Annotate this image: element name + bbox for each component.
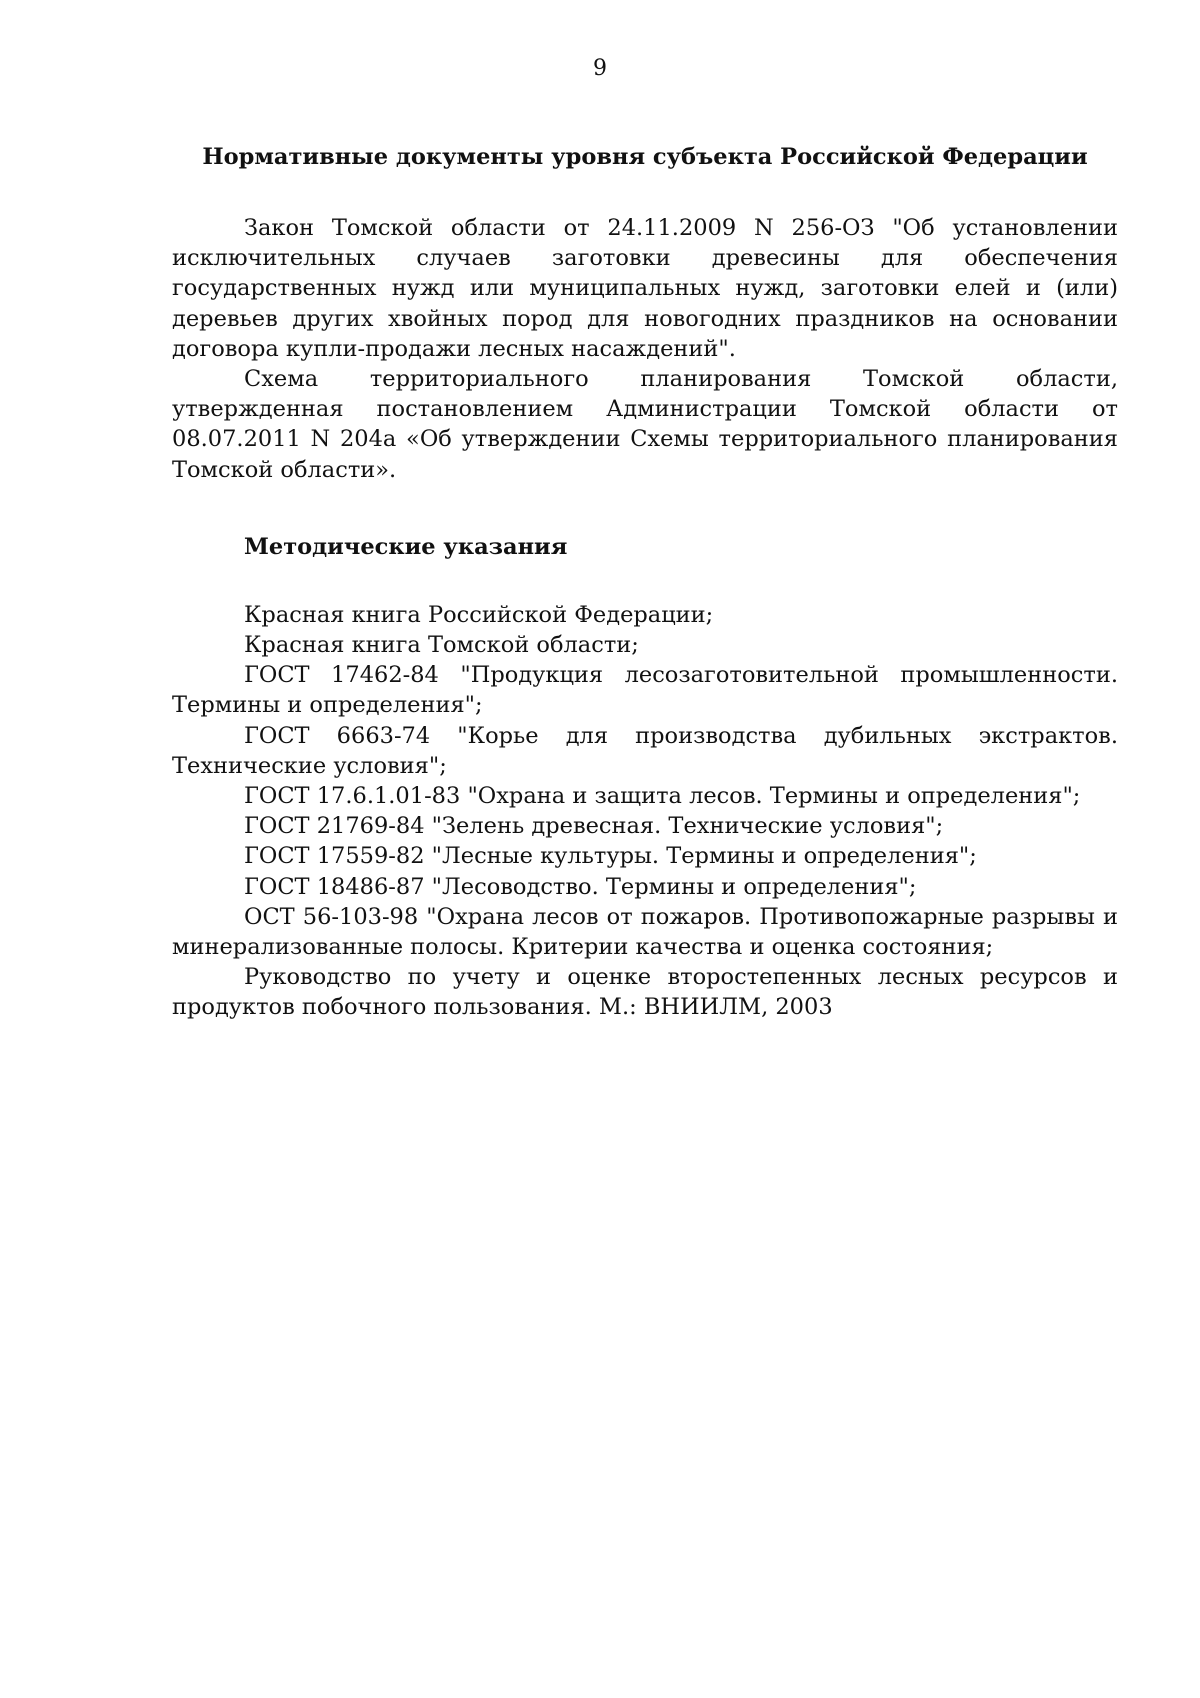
list-item: Красная книга Российской Федерации; — [244, 601, 714, 628]
list-item: Руководство по учету и оценке второстепенных лесных ресурсов и продуктов побочного пользования. М.: ВНИИЛМ, 2003 — [172, 964, 1118, 1021]
section-heading-methodical: Методические указания — [244, 533, 568, 560]
section-heading-regional: Нормативные документы уровня субъекта Российской Федерации — [202, 144, 1088, 170]
list-item: ГОСТ 6663-74 "Корье для производства дубильных экстрактов. Технические условия"; — [172, 722, 1118, 779]
list-item: ГОСТ 17462-84 "Продукция лесозаготовительной промышленности. Термины и определения"; — [172, 662, 1118, 719]
list-item: ГОСТ 21769-84 "Зелень древесная. Технические условия"; — [244, 813, 944, 840]
paragraph-tomsk-law: Закон Томской области от 24.11.2009 N 256-ОЗ "Об установлении исключительных случаев заготовки древесины для обеспечения государственных нужд или муниципальных нужд, заготовки елей и (или) деревьев других хвойных пород для новогодних праздников на основании договора купли-продажи лесных насаждений". — [172, 215, 1118, 362]
list-item: ГОСТ 17559-82 "Лесные культуры. Термины и определения"; — [244, 843, 977, 870]
list-item: ГОСТ 18486-87 "Лесоводство. Термины и определения"; — [244, 873, 917, 900]
list-item: ОСТ 56-103-98 "Охрана лесов от пожаров. Противопожарные разрывы и минерализованные полосы. Критерии качества и оценка состояния; — [172, 903, 1118, 961]
list-item: ГОСТ 17.6.1.01-83 "Охрана и защита лесов. Термины и определения"; — [244, 783, 1081, 810]
page-number: 9 — [593, 56, 607, 81]
section-methodical-list — [172, 600, 1118, 1023]
list-item: Красная книга Томской области; — [244, 632, 639, 659]
paragraph-territorial-scheme: Схема территориального планирования Томской области, утвержденная постановлением Администрации Томской области от 08.07.2011 N 204а «Об утверждении Схемы территориального планирования Томской области». — [172, 366, 1118, 483]
document-body — [172, 142, 1118, 1023]
section-regional-body — [172, 213, 1118, 485]
